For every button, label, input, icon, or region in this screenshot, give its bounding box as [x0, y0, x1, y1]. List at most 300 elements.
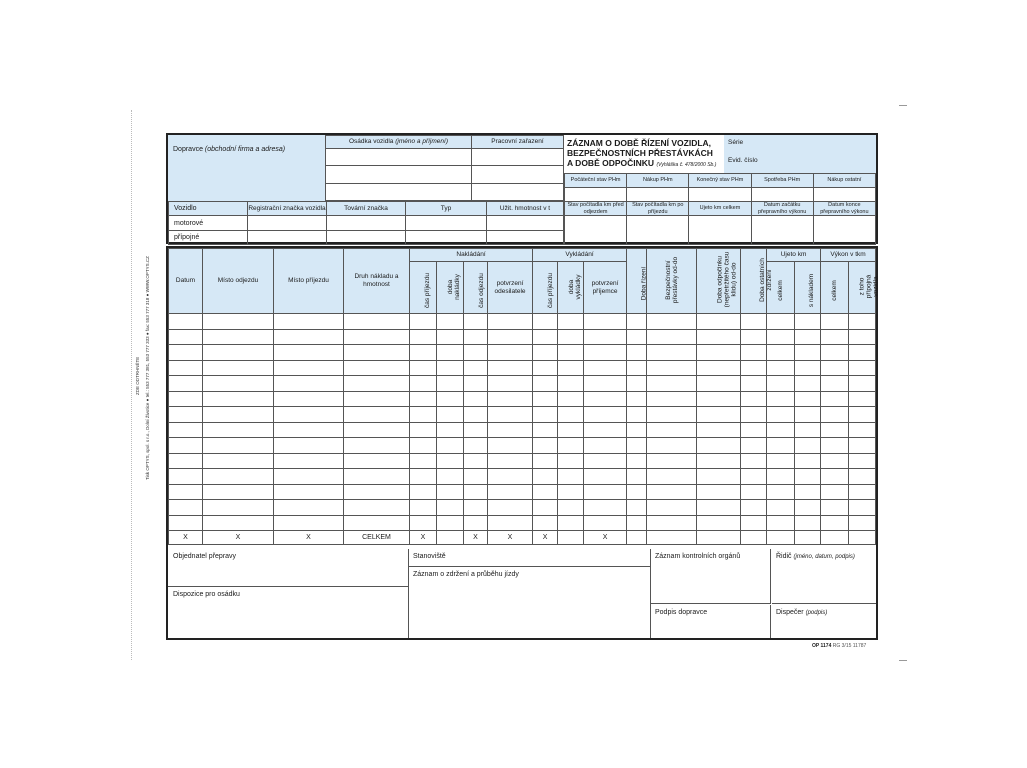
entry-cell[interactable]	[849, 438, 876, 454]
entry-cell[interactable]	[647, 453, 697, 469]
entry-cell[interactable]	[767, 391, 795, 407]
entry-cell[interactable]	[533, 469, 558, 485]
entry-cell[interactable]	[464, 484, 488, 500]
totals-cell[interactable]	[795, 531, 821, 545]
entry-cell[interactable]	[647, 407, 697, 423]
entry-cell[interactable]	[488, 469, 533, 485]
entry-cell[interactable]	[584, 360, 627, 376]
totals-cell[interactable]	[849, 531, 876, 545]
entry-cell[interactable]	[849, 453, 876, 469]
vehicle-cell[interactable]	[248, 216, 327, 231]
entry-cell[interactable]	[274, 314, 344, 330]
entry-cell[interactable]	[533, 484, 558, 500]
entry-cell[interactable]	[767, 469, 795, 485]
entry-cell[interactable]	[558, 438, 584, 454]
entry-cell[interactable]	[274, 376, 344, 392]
entry-cell[interactable]	[274, 360, 344, 376]
entry-cell[interactable]	[169, 484, 203, 500]
entry-cell[interactable]	[627, 484, 647, 500]
entry-cell[interactable]	[627, 407, 647, 423]
entry-cell[interactable]	[821, 360, 849, 376]
entry-cell[interactable]	[647, 360, 697, 376]
totals-cell[interactable]	[697, 531, 741, 545]
entry-cell[interactable]	[274, 345, 344, 361]
vehicle-cell[interactable]	[487, 216, 564, 231]
position-cell[interactable]	[472, 183, 564, 200]
entry-cell[interactable]	[627, 329, 647, 345]
entry-cell[interactable]	[647, 376, 697, 392]
entry-cell[interactable]	[410, 329, 437, 345]
entry-cell[interactable]	[437, 314, 464, 330]
entry-cell[interactable]	[584, 329, 627, 345]
entry-cell[interactable]	[647, 515, 697, 531]
entry-cell[interactable]	[647, 314, 697, 330]
entry-cell[interactable]	[849, 484, 876, 500]
entry-cell[interactable]	[410, 484, 437, 500]
entry-cell[interactable]	[488, 515, 533, 531]
entry-cell[interactable]	[410, 407, 437, 423]
entry-cell[interactable]	[741, 376, 767, 392]
entry-cell[interactable]	[169, 422, 203, 438]
entry-cell[interactable]	[697, 469, 741, 485]
totals-cell[interactable]	[767, 531, 795, 545]
entry-cell[interactable]	[821, 314, 849, 330]
entry-cell[interactable]	[344, 360, 410, 376]
entry-cell[interactable]	[584, 422, 627, 438]
entry-cell[interactable]	[795, 391, 821, 407]
entry-cell[interactable]	[488, 391, 533, 407]
entry-cell[interactable]	[849, 407, 876, 423]
entry-cell[interactable]	[488, 376, 533, 392]
entry-cell[interactable]	[821, 345, 849, 361]
entry-cell[interactable]	[558, 391, 584, 407]
vehicle-cell[interactable]	[327, 216, 406, 231]
entry-cell[interactable]	[627, 345, 647, 361]
km-cell[interactable]	[627, 216, 689, 245]
entry-cell[interactable]	[741, 314, 767, 330]
entry-cell[interactable]	[344, 314, 410, 330]
vehicle-cell[interactable]	[406, 231, 487, 245]
entry-cell[interactable]	[488, 453, 533, 469]
entry-cell[interactable]	[767, 422, 795, 438]
entry-cell[interactable]	[767, 500, 795, 516]
entry-cell[interactable]	[203, 438, 274, 454]
entry-cell[interactable]	[274, 484, 344, 500]
entry-cell[interactable]	[464, 500, 488, 516]
entry-cell[interactable]	[203, 345, 274, 361]
entry-cell[interactable]	[584, 391, 627, 407]
entry-cell[interactable]	[169, 469, 203, 485]
position-cell[interactable]	[472, 166, 564, 183]
entry-cell[interactable]	[647, 500, 697, 516]
entry-cell[interactable]	[464, 515, 488, 531]
entry-cell[interactable]	[558, 422, 584, 438]
entry-cell[interactable]	[410, 438, 437, 454]
entry-cell[interactable]	[821, 515, 849, 531]
entry-cell[interactable]	[437, 391, 464, 407]
entry-cell[interactable]	[488, 438, 533, 454]
entry-cell[interactable]	[627, 422, 647, 438]
podpis-dopravce-label[interactable]: Podpis dopravce	[651, 605, 771, 638]
entry-cell[interactable]	[344, 422, 410, 438]
entry-cell[interactable]	[558, 453, 584, 469]
entry-cell[interactable]	[274, 329, 344, 345]
entry-cell[interactable]	[344, 469, 410, 485]
entry-cell[interactable]	[533, 438, 558, 454]
entry-cell[interactable]	[558, 345, 584, 361]
entry-cell[interactable]	[697, 438, 741, 454]
entry-cell[interactable]	[274, 500, 344, 516]
entry-cell[interactable]	[488, 500, 533, 516]
entry-cell[interactable]	[274, 438, 344, 454]
entry-cell[interactable]	[795, 422, 821, 438]
entry-cell[interactable]	[821, 469, 849, 485]
entry-cell[interactable]	[169, 515, 203, 531]
entry-cell[interactable]	[533, 422, 558, 438]
entry-cell[interactable]	[274, 469, 344, 485]
entry-cell[interactable]	[741, 360, 767, 376]
entry-cell[interactable]	[584, 345, 627, 361]
entry-cell[interactable]	[274, 453, 344, 469]
entry-cell[interactable]	[203, 391, 274, 407]
entry-cell[interactable]	[821, 391, 849, 407]
entry-cell[interactable]	[464, 453, 488, 469]
entry-cell[interactable]	[647, 391, 697, 407]
entry-cell[interactable]	[741, 422, 767, 438]
entry-cell[interactable]	[627, 515, 647, 531]
entry-cell[interactable]	[697, 500, 741, 516]
entry-cell[interactable]	[410, 314, 437, 330]
entry-cell[interactable]	[558, 360, 584, 376]
entry-cell[interactable]	[437, 360, 464, 376]
entry-cell[interactable]	[741, 329, 767, 345]
entry-cell[interactable]	[795, 376, 821, 392]
entry-cell[interactable]	[169, 438, 203, 454]
entry-cell[interactable]	[697, 345, 741, 361]
crew-cell[interactable]	[326, 149, 472, 166]
entry-cell[interactable]	[849, 360, 876, 376]
entry-cell[interactable]	[533, 345, 558, 361]
entry-cell[interactable]	[410, 360, 437, 376]
entry-cell[interactable]	[647, 329, 697, 345]
entry-cell[interactable]	[488, 422, 533, 438]
entry-cell[interactable]	[795, 360, 821, 376]
entry-cell[interactable]	[795, 453, 821, 469]
carrier-box[interactable]	[168, 135, 326, 202]
totals-cell[interactable]	[647, 531, 697, 545]
entry-cell[interactable]	[741, 438, 767, 454]
entry-cell[interactable]	[533, 515, 558, 531]
fuel-cell[interactable]	[565, 188, 627, 202]
totals-cell[interactable]	[821, 531, 849, 545]
entry-cell[interactable]	[767, 484, 795, 500]
entry-cell[interactable]	[437, 329, 464, 345]
km-cell[interactable]	[813, 216, 875, 245]
entry-cell[interactable]	[169, 407, 203, 423]
entry-cell[interactable]	[795, 314, 821, 330]
entry-cell[interactable]	[203, 453, 274, 469]
entry-cell[interactable]	[410, 515, 437, 531]
entry-cell[interactable]	[464, 376, 488, 392]
entry-cell[interactable]	[849, 391, 876, 407]
entry-cell[interactable]	[437, 515, 464, 531]
entry-cell[interactable]	[849, 345, 876, 361]
entry-cell[interactable]	[488, 360, 533, 376]
entry-cell[interactable]	[410, 453, 437, 469]
entry-cell[interactable]	[488, 329, 533, 345]
entry-cell[interactable]	[533, 453, 558, 469]
entry-cell[interactable]	[344, 376, 410, 392]
entry-cell[interactable]	[821, 500, 849, 516]
entry-cell[interactable]	[741, 391, 767, 407]
entry-cell[interactable]	[410, 469, 437, 485]
entry-cell[interactable]	[437, 376, 464, 392]
entry-cell[interactable]	[697, 391, 741, 407]
entry-cell[interactable]	[203, 469, 274, 485]
entry-cell[interactable]	[767, 360, 795, 376]
entry-cell[interactable]	[627, 376, 647, 392]
km-cell[interactable]	[689, 216, 751, 245]
crew-cell[interactable]	[326, 183, 472, 200]
entry-cell[interactable]	[274, 515, 344, 531]
entry-cell[interactable]	[274, 407, 344, 423]
dispecer-box[interactable]: Dispečer (podpis)	[776, 609, 828, 616]
entry-cell[interactable]	[488, 407, 533, 423]
entry-cell[interactable]	[558, 376, 584, 392]
entry-cell[interactable]	[533, 360, 558, 376]
fuel-cell[interactable]	[751, 188, 813, 202]
entry-cell[interactable]	[344, 329, 410, 345]
position-cell[interactable]	[472, 149, 564, 166]
fuel-cell[interactable]	[627, 188, 689, 202]
entry-cell[interactable]	[410, 422, 437, 438]
entry-cell[interactable]	[741, 407, 767, 423]
entry-cell[interactable]	[410, 376, 437, 392]
entry-cell[interactable]	[584, 376, 627, 392]
totals-cell[interactable]	[437, 531, 464, 545]
entry-cell[interactable]	[647, 438, 697, 454]
entry-cell[interactable]	[203, 329, 274, 345]
totals-cell[interactable]	[558, 531, 584, 545]
entry-cell[interactable]	[767, 453, 795, 469]
entry-cell[interactable]	[584, 469, 627, 485]
entry-cell[interactable]	[169, 329, 203, 345]
entry-cell[interactable]	[697, 453, 741, 469]
entry-cell[interactable]	[697, 484, 741, 500]
entry-cell[interactable]	[795, 345, 821, 361]
entry-cell[interactable]	[169, 391, 203, 407]
entry-cell[interactable]	[795, 438, 821, 454]
entry-cell[interactable]	[767, 376, 795, 392]
vehicle-cell[interactable]	[248, 231, 327, 245]
entry-cell[interactable]	[169, 360, 203, 376]
entry-cell[interactable]	[203, 376, 274, 392]
entry-cell[interactable]	[647, 469, 697, 485]
entry-cell[interactable]	[697, 515, 741, 531]
fuel-cell[interactable]	[813, 188, 875, 202]
entry-cell[interactable]	[533, 376, 558, 392]
entry-cell[interactable]	[410, 391, 437, 407]
entry-cell[interactable]	[767, 407, 795, 423]
entry-cell[interactable]	[584, 500, 627, 516]
entry-cell[interactable]	[203, 314, 274, 330]
entry-cell[interactable]	[849, 515, 876, 531]
entry-cell[interactable]	[584, 453, 627, 469]
entry-cell[interactable]	[169, 453, 203, 469]
entry-cell[interactable]	[533, 391, 558, 407]
fuel-cell[interactable]	[689, 188, 751, 202]
entry-cell[interactable]	[647, 345, 697, 361]
entry-cell[interactable]	[169, 500, 203, 516]
entry-cell[interactable]	[344, 407, 410, 423]
entry-cell[interactable]	[821, 407, 849, 423]
ridic-box[interactable]: Řidič (jméno, datum, podpis)	[772, 549, 876, 604]
entry-cell[interactable]	[741, 345, 767, 361]
entry-cell[interactable]	[821, 329, 849, 345]
entry-cell[interactable]	[647, 422, 697, 438]
entry-cell[interactable]	[584, 407, 627, 423]
km-cell[interactable]	[565, 216, 627, 245]
entry-cell[interactable]	[274, 422, 344, 438]
entry-cell[interactable]	[437, 407, 464, 423]
entry-cell[interactable]	[488, 314, 533, 330]
entry-cell[interactable]	[488, 345, 533, 361]
entry-cell[interactable]	[627, 469, 647, 485]
entry-cell[interactable]	[464, 438, 488, 454]
entry-cell[interactable]	[821, 422, 849, 438]
entry-cell[interactable]	[169, 376, 203, 392]
series-box[interactable]	[724, 135, 876, 174]
dispozice-label[interactable]: Dispozice pro osádku	[173, 591, 240, 598]
entry-cell[interactable]	[584, 314, 627, 330]
entry-cell[interactable]	[821, 376, 849, 392]
entry-cell[interactable]	[558, 407, 584, 423]
entry-cell[interactable]	[533, 407, 558, 423]
entry-cell[interactable]	[627, 453, 647, 469]
entry-cell[interactable]	[464, 345, 488, 361]
entry-cell[interactable]	[344, 345, 410, 361]
entry-cell[interactable]	[464, 360, 488, 376]
entry-cell[interactable]	[169, 314, 203, 330]
entry-cell[interactable]	[795, 329, 821, 345]
entry-cell[interactable]	[437, 500, 464, 516]
entry-cell[interactable]	[437, 469, 464, 485]
entry-cell[interactable]	[741, 484, 767, 500]
entry-cell[interactable]	[821, 438, 849, 454]
entry-cell[interactable]	[464, 391, 488, 407]
entry-cell[interactable]	[821, 484, 849, 500]
entry-cell[interactable]	[169, 345, 203, 361]
entry-cell[interactable]	[344, 391, 410, 407]
entry-cell[interactable]	[795, 484, 821, 500]
totals-cell[interactable]	[627, 531, 647, 545]
entry-cell[interactable]	[767, 329, 795, 345]
entry-cell[interactable]	[558, 484, 584, 500]
entry-cell[interactable]	[344, 500, 410, 516]
entry-cell[interactable]	[584, 484, 627, 500]
entry-cell[interactable]	[437, 422, 464, 438]
entry-cell[interactable]	[558, 469, 584, 485]
entry-cell[interactable]	[584, 515, 627, 531]
entry-cell[interactable]	[821, 453, 849, 469]
entry-cell[interactable]	[410, 345, 437, 361]
entry-cell[interactable]	[627, 360, 647, 376]
entry-cell[interactable]	[488, 484, 533, 500]
entry-cell[interactable]	[437, 453, 464, 469]
entry-cell[interactable]	[203, 407, 274, 423]
entry-cell[interactable]	[533, 314, 558, 330]
entry-cell[interactable]	[741, 500, 767, 516]
entry-cell[interactable]	[464, 469, 488, 485]
entry-cell[interactable]	[697, 360, 741, 376]
entry-cell[interactable]	[795, 500, 821, 516]
entry-cell[interactable]	[849, 314, 876, 330]
entry-cell[interactable]	[697, 376, 741, 392]
entry-cell[interactable]	[533, 500, 558, 516]
entry-cell[interactable]	[437, 484, 464, 500]
entry-cell[interactable]	[344, 484, 410, 500]
vehicle-cell[interactable]	[487, 231, 564, 245]
entry-cell[interactable]	[584, 438, 627, 454]
entry-cell[interactable]	[767, 438, 795, 454]
entry-cell[interactable]	[647, 484, 697, 500]
entry-cell[interactable]	[437, 345, 464, 361]
entry-cell[interactable]	[203, 422, 274, 438]
entry-cell[interactable]	[464, 407, 488, 423]
entry-cell[interactable]	[849, 422, 876, 438]
entry-cell[interactable]	[741, 515, 767, 531]
zdrzeni-label[interactable]: Záznam o zdržení a průběhu jízdy	[413, 571, 519, 578]
vehicle-cell[interactable]	[327, 231, 406, 245]
entry-cell[interactable]	[558, 329, 584, 345]
entry-cell[interactable]	[697, 407, 741, 423]
entry-cell[interactable]	[767, 515, 795, 531]
entry-cell[interactable]	[849, 469, 876, 485]
entry-cell[interactable]	[795, 469, 821, 485]
entry-cell[interactable]	[741, 453, 767, 469]
entry-cell[interactable]	[274, 391, 344, 407]
entry-cell[interactable]	[767, 314, 795, 330]
stanoviste-label[interactable]: Stanoviště	[409, 549, 650, 567]
entry-cell[interactable]	[558, 314, 584, 330]
entry-cell[interactable]	[697, 314, 741, 330]
entry-cell[interactable]	[464, 422, 488, 438]
entry-cell[interactable]	[410, 500, 437, 516]
km-cell[interactable]	[751, 216, 813, 245]
vehicle-cell[interactable]	[406, 216, 487, 231]
entry-cell[interactable]	[767, 345, 795, 361]
kontrolni-label[interactable]: Záznam kontrolních orgánů	[651, 549, 771, 604]
entry-cell[interactable]	[344, 453, 410, 469]
entry-cell[interactable]	[849, 376, 876, 392]
entry-cell[interactable]	[533, 329, 558, 345]
entry-cell[interactable]	[849, 329, 876, 345]
crew-cell[interactable]	[326, 166, 472, 183]
entry-cell[interactable]	[464, 329, 488, 345]
totals-cell[interactable]	[741, 531, 767, 545]
entry-cell[interactable]	[558, 500, 584, 516]
entry-cell[interactable]	[203, 515, 274, 531]
objednatel-label[interactable]: Objednatel přepravy	[168, 549, 408, 587]
entry-cell[interactable]	[203, 484, 274, 500]
entry-cell[interactable]	[741, 469, 767, 485]
entry-cell[interactable]	[627, 500, 647, 516]
entry-cell[interactable]	[697, 329, 741, 345]
entry-cell[interactable]	[558, 515, 584, 531]
entry-cell[interactable]	[849, 500, 876, 516]
entry-cell[interactable]	[627, 314, 647, 330]
entry-cell[interactable]	[795, 407, 821, 423]
